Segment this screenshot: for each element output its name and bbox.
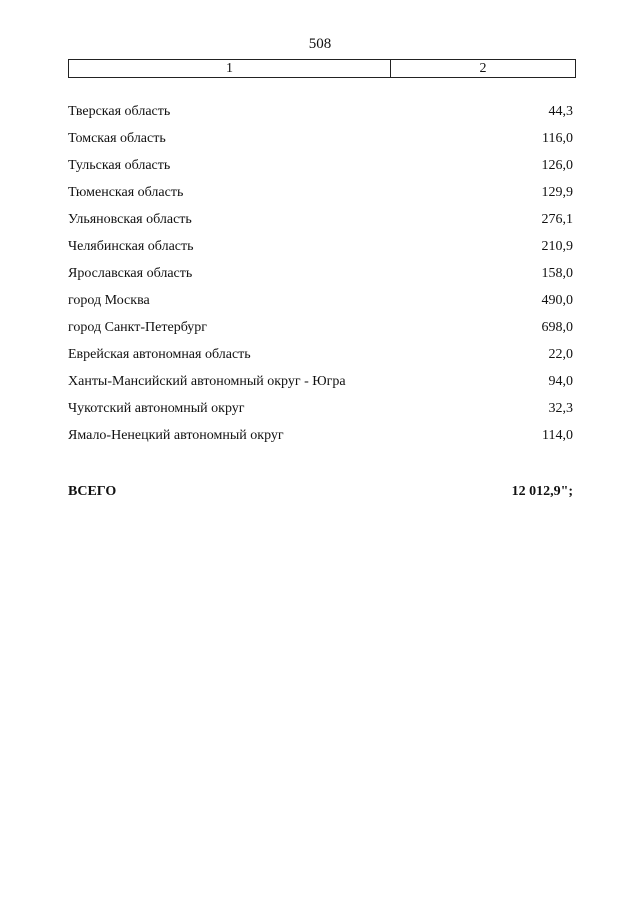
region-name: Тюменская область xyxy=(68,185,184,200)
region-name: Тульская область xyxy=(68,158,171,173)
table-row xyxy=(68,399,573,426)
region-name: Еврейская автономная область xyxy=(68,347,251,362)
table-row xyxy=(68,156,573,183)
table-row xyxy=(68,372,573,399)
table-row xyxy=(68,102,573,129)
region-name: Тверская область xyxy=(68,104,171,119)
table-row xyxy=(68,318,573,345)
total-value: 12 012,9"; xyxy=(511,484,573,499)
region-name: Томская область xyxy=(68,131,166,146)
region-value: 490,0 xyxy=(541,293,573,308)
region-name: Чукотский автономный округ xyxy=(68,401,245,416)
table-row xyxy=(68,210,573,237)
region-value: 276,1 xyxy=(541,212,573,227)
region-value: 129,9 xyxy=(541,185,573,200)
table-row xyxy=(68,129,573,156)
region-list xyxy=(68,102,573,453)
region-value: 22,0 xyxy=(548,347,573,362)
region-name: Ханты-Мансийский автономный округ - Югра xyxy=(68,374,346,389)
column-header-1: 1 xyxy=(69,60,391,77)
region-value: 698,0 xyxy=(541,320,573,335)
region-name: Ульяновская область xyxy=(68,212,192,227)
region-value: 114,0 xyxy=(542,428,573,443)
region-value: 158,0 xyxy=(541,266,573,281)
region-name: Ярославская область xyxy=(68,266,193,281)
total-row xyxy=(68,482,573,502)
region-value: 44,3 xyxy=(548,104,573,119)
region-value: 210,9 xyxy=(541,239,573,254)
region-name: город Москва xyxy=(68,293,150,308)
region-name: город Санкт-Петербург xyxy=(68,320,208,335)
region-name: Ямало-Ненецкий автономный округ xyxy=(68,428,284,443)
column-header-table xyxy=(68,59,576,78)
table-row xyxy=(68,426,573,453)
table-row xyxy=(68,291,573,318)
table-row xyxy=(68,264,573,291)
column-header-2: 2 xyxy=(479,61,487,76)
region-name: Челябинская область xyxy=(68,239,194,254)
table-row xyxy=(68,237,573,264)
total-label: ВСЕГО xyxy=(68,484,117,499)
table-row xyxy=(68,345,573,372)
region-value: 94,0 xyxy=(548,374,573,389)
table-row xyxy=(68,183,573,210)
region-value: 116,0 xyxy=(542,131,573,146)
region-value: 32,3 xyxy=(548,401,573,416)
region-value: 126,0 xyxy=(541,158,573,173)
page-number: 508 xyxy=(308,36,332,52)
